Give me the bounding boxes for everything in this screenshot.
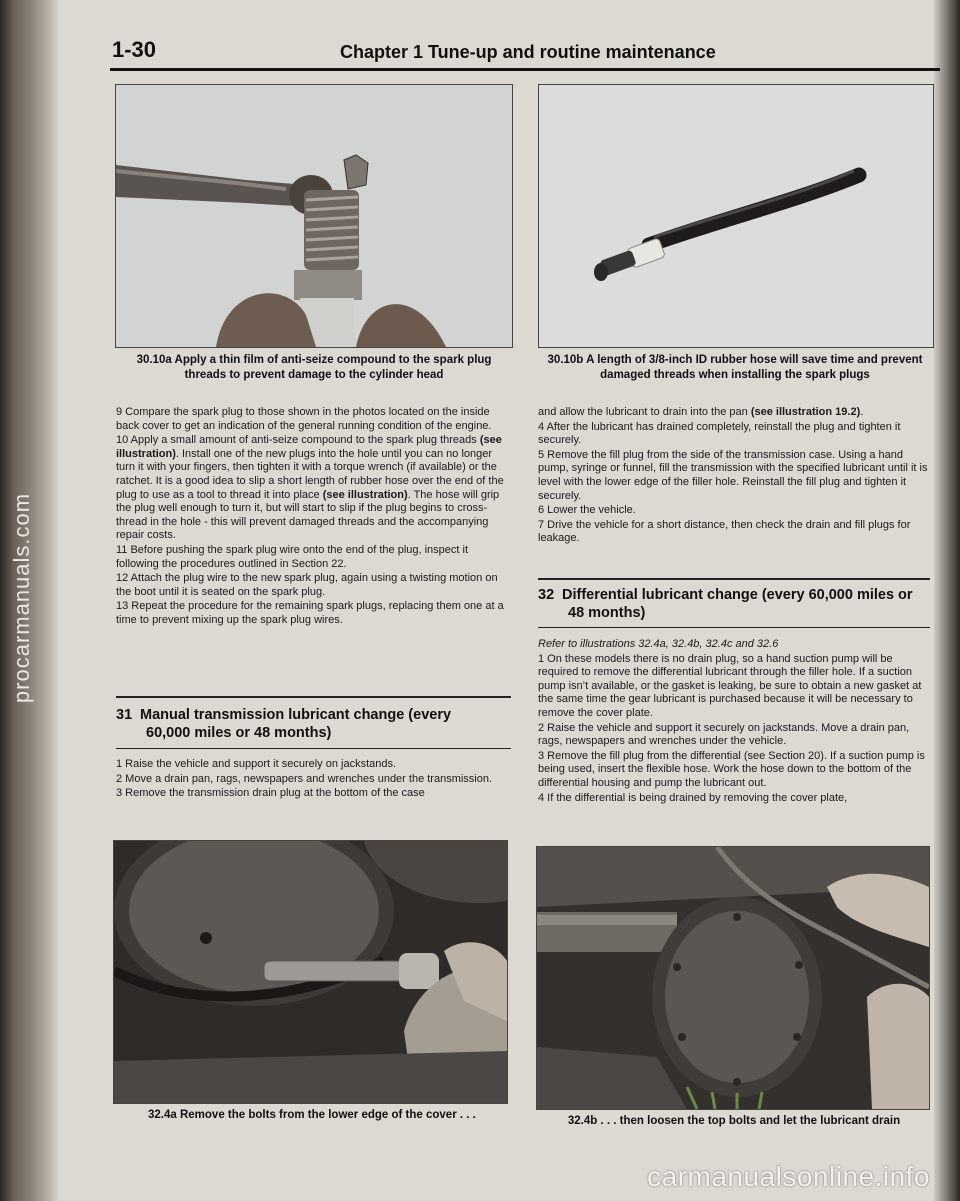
step-2: 2 Move a drain pan, rags, newspapers and wrenches under the transmission. xyxy=(116,772,493,785)
section-number: 32 xyxy=(538,587,555,603)
figure-caption-text: . . . then loosen the top bolts and let the lubricant drain xyxy=(600,1115,901,1127)
section-title-continued: 60,000 miles or 48 months) xyxy=(146,725,332,741)
illustration-reference: (see illustration 19.2) xyxy=(750,406,861,418)
paragraph-10-text: . Install one of the new plugs into the hole until you can no longer turn it with your fingers, then tighten it with a torque wrench (if available) or the ratchet. It is a good idea to slip a short length of rubber hose over the end of the plug to use as a tool to thread it into place xyxy=(116,447,504,501)
section-title: Differential lubricant change (every 60,000 miles or xyxy=(562,587,913,603)
continued-text: and allow the lubricant to drain into the pan xyxy=(538,406,751,418)
section-31-top-rule xyxy=(116,696,511,698)
paragraph-10-text: . The hose will grip the plug well enough to turn it, but will start to slip if the plug begins to cross-thread in the hole - this will prevent damaged threads and the accompanying repair costs. xyxy=(116,488,500,542)
figure-caption-text: A length of 3/8-inch ID rubber hose will save time and prevent damaged threads when installing the spark plugs xyxy=(586,354,923,381)
step-1: 1 On these models there is no drain plug, so a hand suction pump will be required to remove the differential lubricant through the filler hole. If a suction pump isn’t available, or the gasket is leaking, be sure to obtain a new gasket at the same time the gear lubricant is purchased because it will be necessary to remove the cover plate. xyxy=(538,652,922,719)
figure-number: 32.4b xyxy=(567,1115,598,1127)
continued-text: . xyxy=(860,406,864,418)
continued-paragraph xyxy=(538,406,930,420)
caption-30-10a xyxy=(118,353,510,383)
figure-number: 30.10b xyxy=(547,354,584,366)
differential-top-illustration xyxy=(537,847,929,1109)
section-32-top-rule xyxy=(538,578,930,580)
page-right-edge xyxy=(934,0,960,1201)
section-31-heading xyxy=(116,706,511,742)
step-4: 4 If the differential is being drained by removing the cover plate, xyxy=(538,791,848,804)
paragraph-10-text: 10 Apply a small amount of anti-seize compound to the spark plug threads xyxy=(116,434,480,447)
photo-spark-plug-anti-seize xyxy=(115,84,513,348)
photo-differential-top-bolts xyxy=(536,846,930,1110)
photo-differential-lower-bolts xyxy=(113,840,508,1104)
paragraph-12: 12 Attach the plug wire to the new spark plug, again using a twisting motion on the boot until it is seated on the spark plug. xyxy=(116,572,498,598)
left-column xyxy=(116,406,511,629)
step-1: 1 Raise the vehicle and support it securely on jackstands. xyxy=(116,758,397,770)
section-31-bottom-rule xyxy=(116,748,511,749)
section-32-heading xyxy=(538,586,930,622)
section-32-body xyxy=(538,638,930,806)
step-2: 2 Raise the vehicle and support it securely on jackstands. Move a drain pan, rags, newspapers and wrenches under the vehicle. xyxy=(538,721,910,748)
section-title: Manual transmission lubricant change (every xyxy=(140,707,452,723)
step-4: 4 After the lubricant has drained completely, reinstall the plug and tighten it securely. xyxy=(538,420,901,447)
illustration-reference: (see illustration) xyxy=(322,488,408,501)
right-column xyxy=(538,406,930,547)
section-number: 31 xyxy=(116,707,133,723)
page-number: 1-30 xyxy=(112,37,157,62)
spark-plug-illustration xyxy=(116,85,512,347)
step-6: 6 Lower the vehicle. xyxy=(538,504,636,517)
step-5: 5 Remove the fill plug from the side of the transmission case. Using a hand pump, syringe or funnel, fill the transmission with the specified lubricant until it is level with the lower edge of the filler hole. Reinstall the fill plug and tighten it securely. xyxy=(538,448,928,502)
header-rule xyxy=(110,68,940,71)
spine-watermark: procarmanuals.com xyxy=(9,492,34,704)
illustration-reference: (see illustration) xyxy=(116,434,502,460)
figure-caption-text: Remove the bolts from the lower edge of the cover . . . xyxy=(179,1109,476,1121)
rubber-hose-illustration xyxy=(539,85,933,347)
caption-32-4a xyxy=(116,1108,508,1123)
step-7: 7 Drive the vehicle for a short distance, then check the drain and fill plugs for leakage. xyxy=(538,518,911,545)
footer-watermark: carmanualsonline.info xyxy=(647,1161,930,1192)
step-3: 3 Remove the transmission drain plug at the bottom of the case xyxy=(116,787,425,800)
section-32-bottom-rule xyxy=(538,627,930,628)
caption-30-10b xyxy=(540,353,930,383)
paragraph-9: 9 Compare the spark plug to those shown in the photos located on the inside back cover to get an indication of the general running condition of the engine. xyxy=(116,406,492,432)
figure-number: 32.4a xyxy=(148,1109,177,1121)
differential-lower-illustration xyxy=(114,841,507,1103)
illustration-references: Refer to illustrations 32.4a, 32.4b, 32.4c and 32.6 xyxy=(538,638,779,650)
paragraph-11: 11 Before pushing the spark plug wire onto the end of the plug, inspect it following the procedures outlined in Section 22. xyxy=(116,543,469,570)
paragraph-13: 13 Repeat the procedure for the remaining spark plugs, replacing them one at a time to prevent mixing up the spark plug wires. xyxy=(116,600,504,626)
paragraph-10 xyxy=(116,434,511,543)
section-31-body xyxy=(116,758,511,802)
chapter-title: Chapter 1 Tune-up and routine maintenance xyxy=(340,42,716,62)
section-title-continued: 48 months) xyxy=(568,605,646,621)
figure-number: 30.10a xyxy=(136,354,172,366)
figure-caption-text: Apply a thin film of anti-seize compound to the spark plug threads to prevent damage to the cylinder head xyxy=(174,354,492,381)
step-3: 3 Remove the fill plug from the differential (see Section 20). If a suction pump is being used, insert the flexible hose. Work the hose down to the bottom of the differential housing and pump the lubricant out. xyxy=(538,749,925,789)
photo-rubber-hose xyxy=(538,84,934,348)
caption-32-4b xyxy=(538,1114,930,1129)
